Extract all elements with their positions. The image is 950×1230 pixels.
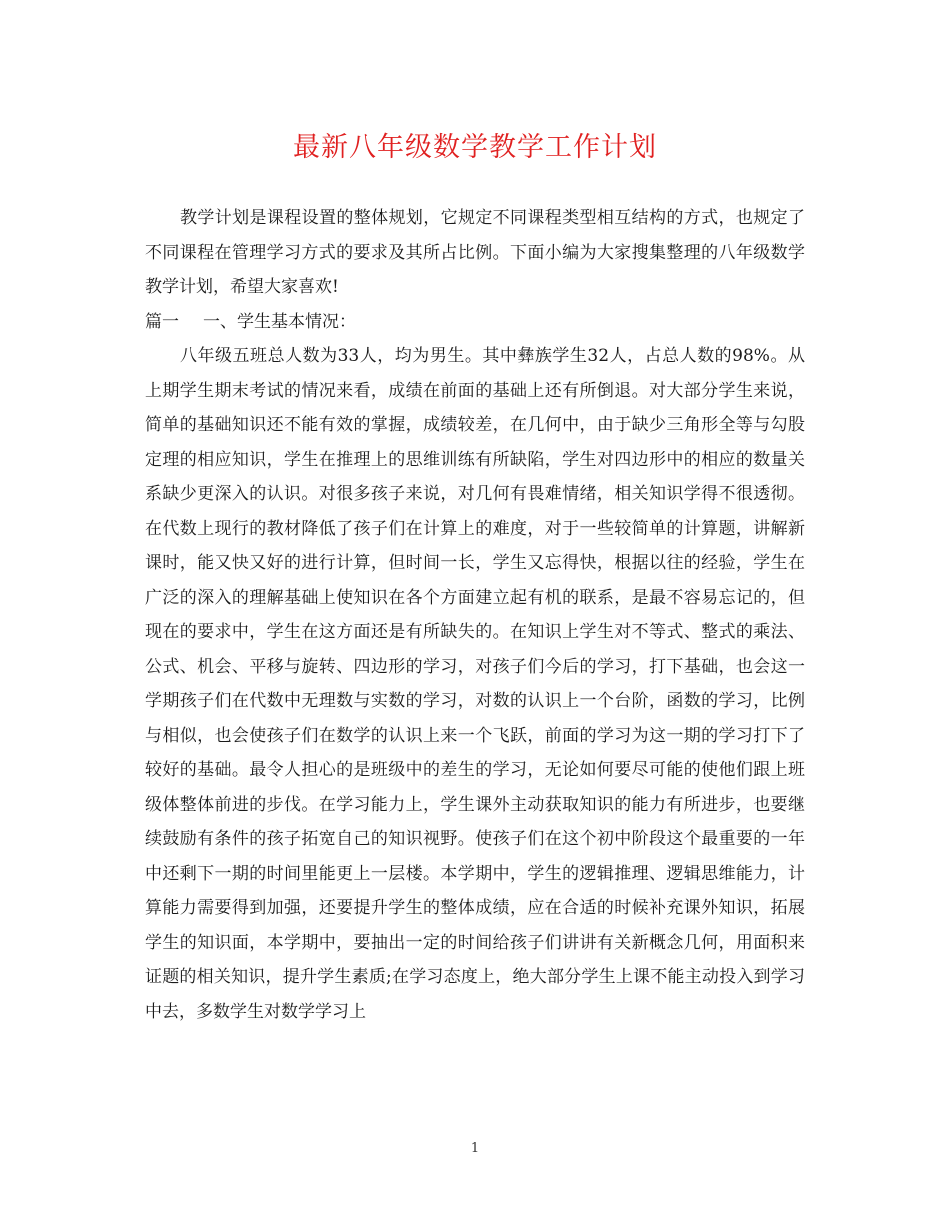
document-title: 最新八年级数学教学工作计划 [293,132,657,163]
section-label: 篇一 [145,311,179,332]
body-paragraph: 八年级五班总人数为33人，均为男生。其中彝族学生32人，占总人数的98%。从上期学生期末考试的情况来看，成绩在前面的基础上还有所倒退。对大部分学生来说，简单的基础知识还不能有效的掌握，成绩较差，在几何中，由于缺少三角形全等与勾股定理的相应知识，学生在推理上的思维训练有所缺陷，学生对四边形中的相应的数量关系缺少更深入的认识。对很多孩子来说，对几何有畏难情绪，相关知识学得不很透彻。在代数上现行的教材降低了孩子们在计算上的难度，对于一些较简单的计算题，讲解新课时，能又快又好的进行计算，但时间一长，学生又忘得快，根据以往的经验，学生在广泛的深入的理解基础上使知识在各个方面建立起有机的联系，是最不容易忘记的，但现在的要求中，学生在这方面还是有所缺失的。在知识上学生对不等式、整式的乘法、公式、机会、平移与旋转、四边形的学习，对孩子们今后的学习，打下基础，也会这一学期孩子们在代数中无理数与实数的学习，对数的认识上一个台阶，函数的学习，比例与相似，也会使孩子们在数学的认识上来一个飞跃，前面的学习为这一期的学习打下了较好的基础。最令人担心的是班级中的差生的学习，无论如何要尽可能的使他们跟上班级体整体前进的步伐。在学习能力上，学生课外主动获取知识的能力有所进步，也要继续鼓励有条件的孩子拓宽自己的知识视野。使孩子们在这个初中阶段这个最重要的一年中还剩下一期的时间里能更上一层楼。本学期中，学生的逻辑推理、逻辑思维能力，计算能力需要得到加强，还要提升学生的整体成绩，应在合适的时候补充课外知识，拓展学生的知识面，本学期中，要抽出一定的时间给孩子们讲讲有关新概念几何，用面积来证题的相关知识，提升学生素质;在学习态度上，绝大部分学生上课不能主动投入到学习中去，多数学生对数学学习上 [145,346,805,1022]
page-number: 1 [470,1141,480,1156]
section-heading-line [145,305,805,340]
intro-paragraph: 教学计划是课程设置的整体规划，它规定不同课程类型相互结构的方式，也规定了不同课程在管理学习方式的要求及其所占比例。下面小编为大家搜集整理的八年级数学教学计划，希望大家喜欢! [145,208,805,297]
section-heading: 一、学生基本情况： [203,311,356,332]
document-body [145,201,805,1029]
